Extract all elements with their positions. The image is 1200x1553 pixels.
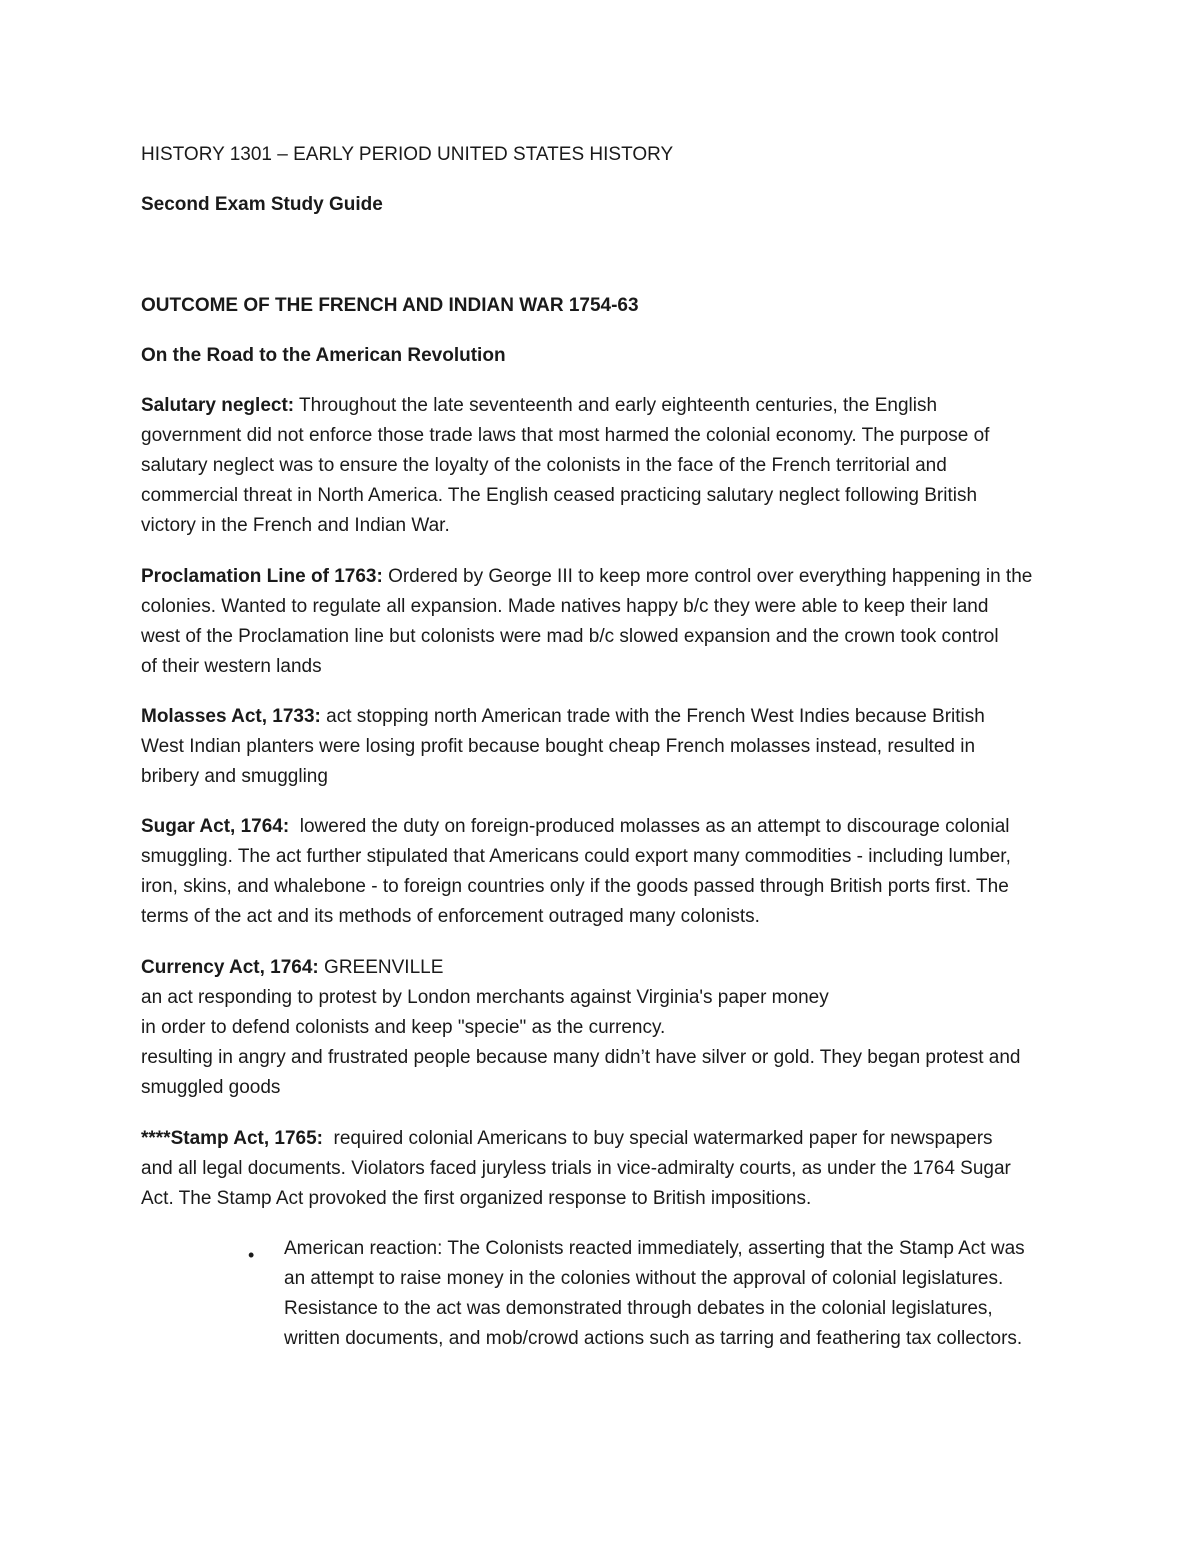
- currency-term: Currency Act, 1764:: [141, 957, 319, 978]
- salutary-line-3: salutary neglect was to ensure the loyalty of the colonists in the face of the French territorial and: [141, 455, 947, 476]
- stamp-line-2: and all legal documents. Violators faced juryless trials in vice-admiralty courts, as under the 1764 Sugar: [141, 1158, 1011, 1179]
- salutary-line-2: government did not enforce those trade laws that most harmed the colonial economy. The purpose of: [141, 425, 990, 446]
- bullet-line-4: written documents, and mob/crowd actions such as tarring and feathering tax collectors.: [284, 1328, 1023, 1349]
- salutary-line-4: commercial threat in North America. The English ceased practicing salutary neglect following British: [141, 485, 978, 506]
- currency-line-4: resulting in angry and frustrated people because many didn’t have silver or gold. They began protest and: [141, 1047, 1021, 1068]
- bullet-line-2: an attempt to raise money in the colonies without the approval of colonial legislatures.: [284, 1268, 1004, 1289]
- salutary-line-1: Salutary neglect: Throughout the late seventeenth and early eighteenth centuries, the English: [141, 395, 938, 416]
- salutary-line-5: victory in the French and Indian War.: [141, 515, 450, 536]
- sugar-line-1: Sugar Act, 1764: lowered the duty on foreign-produced molasses as an attempt to discourage colonial: [141, 816, 1010, 837]
- currency-line-5: smuggled goods: [141, 1077, 281, 1098]
- bullet-line-3: Resistance to the act was demonstrated through debates in the colonial legislatures,: [284, 1298, 993, 1319]
- guide-title: Second Exam Study Guide: [141, 194, 383, 215]
- molasses-line-1: Molasses Act, 1733: act stopping north American trade with the French West Indies because British: [141, 706, 985, 727]
- proclamation-term: Proclamation Line of 1763:: [141, 566, 383, 587]
- course-title: HISTORY 1301 – EARLY PERIOD UNITED STATES HISTORY: [141, 144, 674, 165]
- currency-line-2: an act responding to protest by London merchants against Virginia's paper money: [141, 987, 829, 1008]
- proclamation-line-3: west of the Proclamation line but colonists were mad b/c slowed expansion and the crown took control: [141, 626, 999, 647]
- molasses-line-3: bribery and smuggling: [141, 766, 328, 787]
- molasses-line-2: West Indian planters were losing profit because bought cheap French molasses instead, resulted in: [141, 736, 976, 757]
- stamp-line-3: Act. The Stamp Act provoked the first organized response to British impositions.: [141, 1188, 812, 1209]
- sugar-line-2: smuggling. The act further stipulated that Americans could export many commodities - including lumber,: [141, 846, 1011, 867]
- bullet-line-1: American reaction: The Colonists reacted immediately, asserting that the Stamp Act was: [284, 1238, 1025, 1259]
- salutary-term: Salutary neglect:: [141, 395, 295, 416]
- proclamation-line-4: of their western lands: [141, 656, 322, 677]
- proclamation-line-2: colonies. Wanted to regulate all expansion. Made natives happy b/c they were able to keep their land: [141, 596, 989, 617]
- stamp-line-1: ****Stamp Act, 1765: required colonial Americans to buy special watermarked paper for newspapers: [141, 1128, 993, 1149]
- bullet-icon: •: [248, 1245, 255, 1265]
- stamp-term: ****Stamp Act, 1765:: [141, 1128, 323, 1149]
- sugar-line-4: terms of the act and its methods of enforcement outraged many colonists.: [141, 906, 760, 927]
- sugar-line-3: iron, skins, and whalebone - to foreign countries only if the goods passed through British ports first. The: [141, 876, 1009, 897]
- currency-line-3: in order to defend colonists and keep "specie" as the currency.: [141, 1017, 666, 1038]
- section-heading: OUTCOME OF THE FRENCH AND INDIAN WAR 1754-63: [141, 295, 639, 316]
- molasses-term: Molasses Act, 1733:: [141, 706, 321, 727]
- section-subheading: On the Road to the American Revolution: [141, 345, 506, 366]
- sugar-term: Sugar Act, 1764:: [141, 816, 290, 837]
- proclamation-line-1: Proclamation Line of 1763: Ordered by George III to keep more control over everything happening in the: [141, 566, 1033, 587]
- currency-line-1: Currency Act, 1764: GREENVILLE: [141, 957, 444, 978]
